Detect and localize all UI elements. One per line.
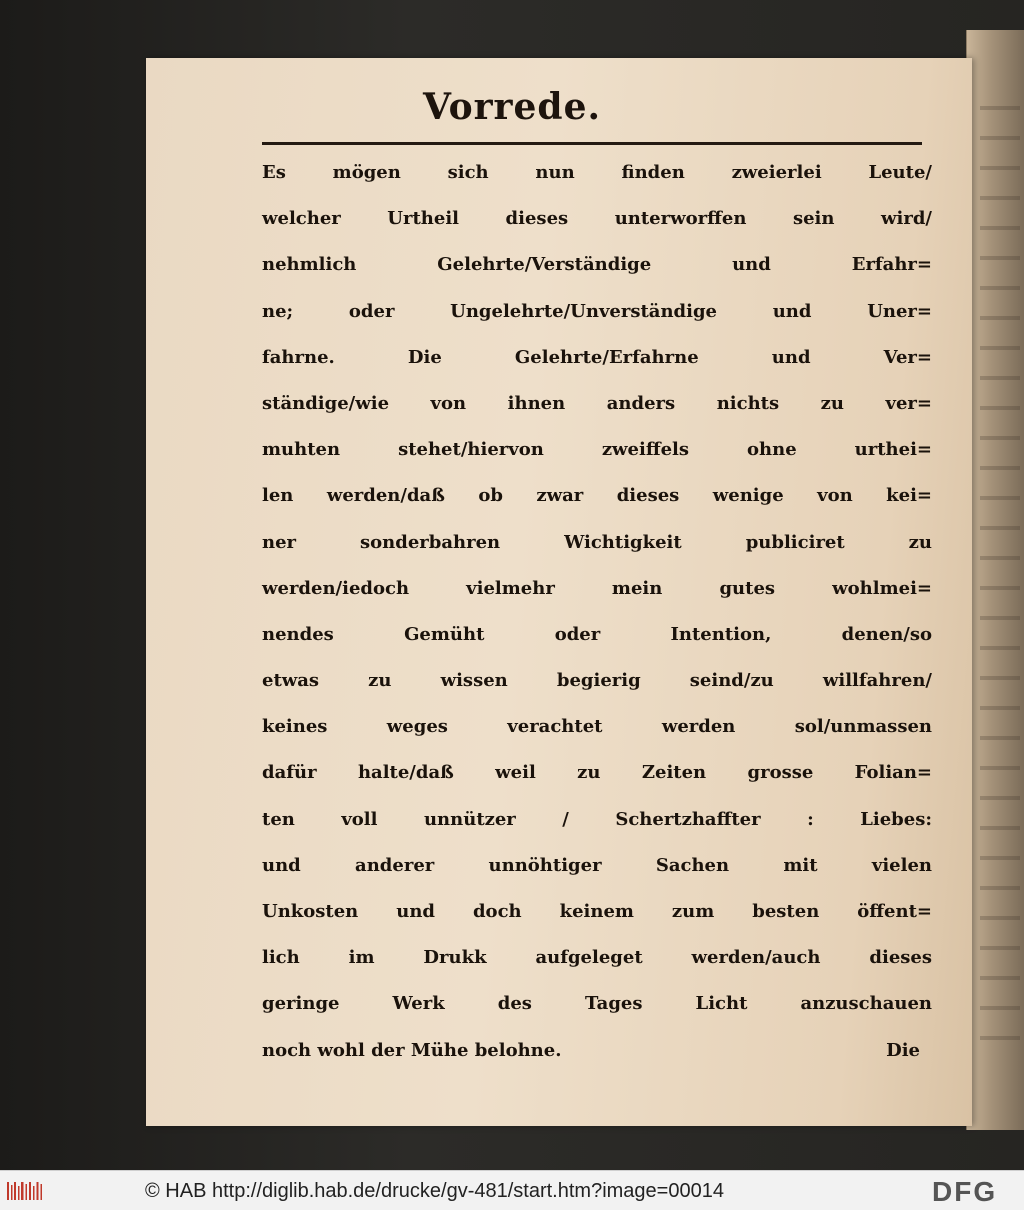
text-line: nendes Gemüht oder Intention, denen/so — [262, 623, 932, 645]
copyright-url[interactable]: © HAB http://diglib.hab.de/drucke/gv-481/start.htm?image=00014 — [145, 1180, 724, 1202]
text-line: dafür halte/daß weil zu Zeiten grosse Folian= — [262, 762, 932, 784]
text-line: ständige/wie von ihnen anders nichts zu ver= — [262, 392, 932, 414]
text-line: ner sonderbahren Wichtigkeit publiciret zu — [262, 531, 932, 553]
dfg-logo[interactable]: DFG — [932, 1176, 998, 1207]
text-line: fahrne. Die Gelehrte/Erfahrne und Ver= — [262, 346, 932, 368]
text-line: ten voll unnützer / Schertzhaffter : Liebes: — [262, 808, 932, 830]
body-text — [262, 150, 932, 1074]
hab-barcode-icon[interactable] — [6, 1180, 46, 1202]
text-line: lich im Drukk aufgeleget werden/auch dieses — [262, 947, 932, 969]
text-line: ne; oder Ungelehrte/Unverständige und Uner= — [262, 300, 932, 322]
footer-bar — [0, 1170, 1024, 1210]
adjacent-page-text — [980, 80, 1020, 1060]
text-line: keines weges verachtet werden sol/unmassen — [262, 716, 932, 738]
text-line: Es mögen sich nun finden zweierlei Leute/ — [262, 162, 932, 183]
running-head: Vorrede. — [422, 86, 602, 128]
text-line: etwas zu wissen begierig seind/zu willfahren/ — [262, 670, 932, 692]
catchword: Die — [886, 1039, 920, 1061]
text-line: welcher Urtheil dieses unterworffen sein wird/ — [262, 208, 932, 230]
text-line: noch wohl der Mühe belohne. — [262, 1039, 562, 1061]
text-line: werden/iedoch vielmehr mein gutes wohlmei= — [262, 577, 932, 599]
last-text-line — [262, 1028, 932, 1074]
text-line: len werden/daß ob zwar dieses wenige von kei= — [262, 485, 932, 507]
header-rule — [262, 142, 922, 145]
text-line: muhten stehet/hiervon zweiffels ohne urthei= — [262, 439, 932, 461]
text-line: nehmlich Gelehrte/Verständige und Erfahr= — [262, 254, 932, 276]
text-line: geringe Werk des Tages Licht anzuschauen — [262, 993, 932, 1015]
text-line: Unkosten und doch keinem zum besten öffent= — [262, 901, 932, 922]
text-line: und anderer unnöhtiger Sachen mit vielen — [262, 854, 932, 876]
